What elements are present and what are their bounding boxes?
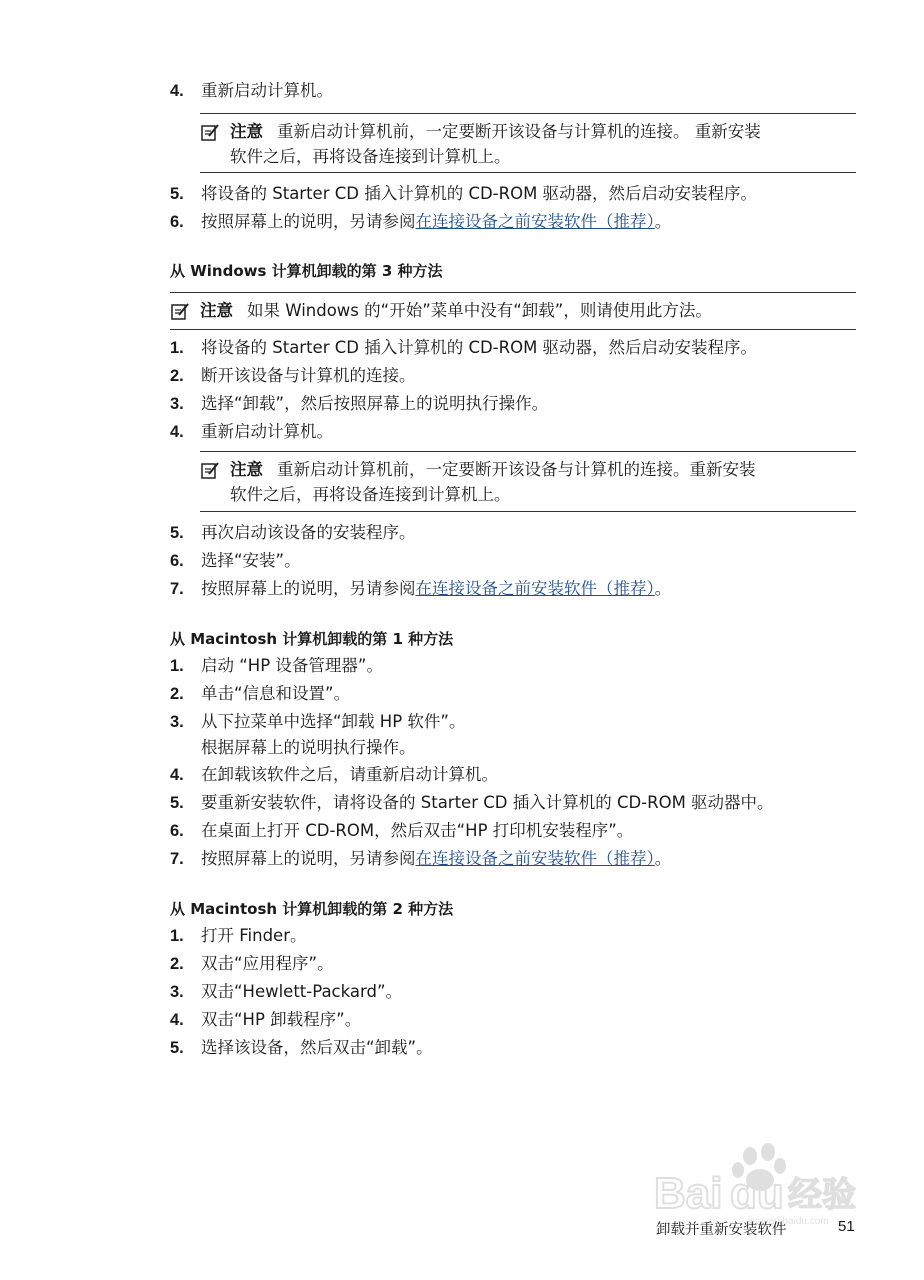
step-text: 在卸载该软件之后，请重新启动计算机。	[201, 765, 498, 784]
step-number: 5.	[170, 1039, 184, 1057]
step-number: 5.	[170, 524, 184, 542]
step-number: 7.	[170, 850, 184, 868]
step-number: 2.	[170, 685, 184, 703]
step-number: 4.	[170, 766, 184, 784]
baidu-jingyan-watermark	[650, 1138, 880, 1228]
step-text: 单击“信息和设置”。	[201, 684, 351, 703]
step-text: 要重新安装软件，请将设备的 Starter CD 插入计算机的 CD-ROM 驱动器中。	[201, 793, 774, 812]
step-number: 7.	[170, 580, 184, 598]
step-number: 1.	[170, 657, 184, 675]
step-number: 1.	[170, 339, 184, 357]
section-heading: 从 Windows 计算机卸载的第 3 种方法	[170, 262, 443, 280]
note-icon	[170, 301, 190, 321]
step-number: 6.	[170, 552, 184, 570]
note-text: 如果 Windows 的“开始”菜单中没有“卸载”，则请使用此方法。	[247, 301, 712, 320]
step-text: 双击“HP 卸载程序”。	[201, 1010, 362, 1029]
step-number: 4.	[170, 82, 184, 100]
watermark-brand: Bai	[654, 1169, 723, 1218]
step-text: 打开 Finder。	[201, 926, 307, 945]
step-text-suffix: 。	[654, 212, 672, 231]
step-text	[201, 211, 671, 233]
note-top-rule	[170, 292, 856, 293]
note-text: 软件之后，再将设备连接到计算机上。	[230, 485, 511, 504]
note-bottom-rule	[200, 511, 856, 512]
step-text: 选择“卸载”，然后按照屏幕上的说明执行操作。	[201, 394, 549, 413]
step-number: 6.	[170, 822, 184, 840]
note-block-line2	[230, 144, 511, 169]
step-text: 重新启动计算机。	[201, 81, 333, 100]
step-number: 1.	[170, 927, 184, 945]
note-bottom-rule	[200, 172, 856, 173]
step-text: 双击“Hewlett-Packard”。	[201, 982, 403, 1001]
step-text	[201, 848, 671, 870]
note-label: 注意	[230, 460, 263, 479]
note-icon	[200, 122, 220, 142]
step-text: 根据屏幕上的说明执行操作。	[201, 738, 416, 757]
install-before-connect-link[interactable]: 在连接设备之前安装软件（推荐）	[415, 212, 655, 231]
note-top-rule	[200, 451, 856, 452]
step-text: 断开该设备与计算机的连接。	[201, 366, 416, 385]
step-text-suffix: 。	[654, 579, 672, 598]
section-heading: 从 Macintosh 计算机卸载的第 2 种方法	[170, 900, 454, 918]
note-block-line2	[230, 482, 511, 507]
step-number: 3.	[170, 395, 184, 413]
step-text: 将设备的 Starter CD 插入计算机的 CD-ROM 驱动器，然后启动安装程序。	[201, 184, 758, 203]
note-icon	[200, 460, 220, 480]
note-label: 注意	[200, 301, 233, 320]
step-number: 6.	[170, 213, 184, 231]
note-block	[230, 457, 756, 482]
step-text: 双击“应用程序”。	[201, 954, 334, 973]
section-heading: 从 Macintosh 计算机卸载的第 1 种方法	[170, 630, 454, 648]
watermark-brand-2: du	[730, 1169, 784, 1218]
step-text: 重新启动计算机。	[201, 422, 333, 441]
step-text: 从下拉菜单中选择“卸载 HP 软件”。	[201, 712, 466, 731]
watermark-url: jingyan.baidu.com	[748, 1216, 829, 1227]
step-number: 5.	[170, 185, 184, 203]
install-before-connect-link[interactable]: 在连接设备之前安装软件（推荐）	[415, 579, 655, 598]
step-number: 3.	[170, 983, 184, 1001]
step-text-suffix: 。	[654, 849, 672, 868]
watermark-suffix: 经验	[788, 1175, 856, 1215]
note-block	[200, 298, 712, 323]
note-label: 注意	[230, 122, 263, 141]
step-number: 4.	[170, 1011, 184, 1029]
step-number: 2.	[170, 367, 184, 385]
step-text-prefix: 按照屏幕上的说明，另请参阅	[201, 579, 416, 598]
step-text: 再次启动该设备的安装程序。	[201, 523, 416, 542]
step-number: 4.	[170, 423, 184, 441]
step-number: 2.	[170, 955, 184, 973]
step-text-prefix: 按照屏幕上的说明，另请参阅	[201, 849, 416, 868]
note-text: 重新启动计算机前，一定要断开该设备与计算机的连接。重新安装	[277, 460, 756, 479]
footer-title: 卸载并重新安装软件	[656, 1222, 787, 1238]
step-number: 3.	[170, 713, 184, 731]
step-text: 选择该设备，然后双击“卸载”。	[201, 1038, 433, 1057]
step-text: 在桌面上打开 CD-ROM，然后双击“HP 打印机安装程序”。	[201, 821, 634, 840]
note-top-rule	[200, 113, 856, 114]
note-block	[230, 119, 761, 144]
page-number: 51	[838, 1218, 855, 1235]
note-text: 软件之后，再将设备连接到计算机上。	[230, 147, 511, 166]
install-before-connect-link[interactable]: 在连接设备之前安装软件（推荐）	[415, 849, 655, 868]
step-text: 将设备的 Starter CD 插入计算机的 CD-ROM 驱动器，然后启动安装程序。	[201, 338, 758, 357]
step-text-prefix: 按照屏幕上的说明，另请参阅	[201, 212, 416, 231]
step-text	[201, 578, 671, 600]
note-text: 重新启动计算机前，一定要断开该设备与计算机的连接。 重新安装	[277, 122, 761, 141]
step-text: 启动 “HP 设备管理器”。	[201, 656, 383, 675]
step-number: 5.	[170, 794, 184, 812]
note-bottom-rule	[170, 329, 856, 330]
step-text: 选择“安装”。	[201, 551, 301, 570]
